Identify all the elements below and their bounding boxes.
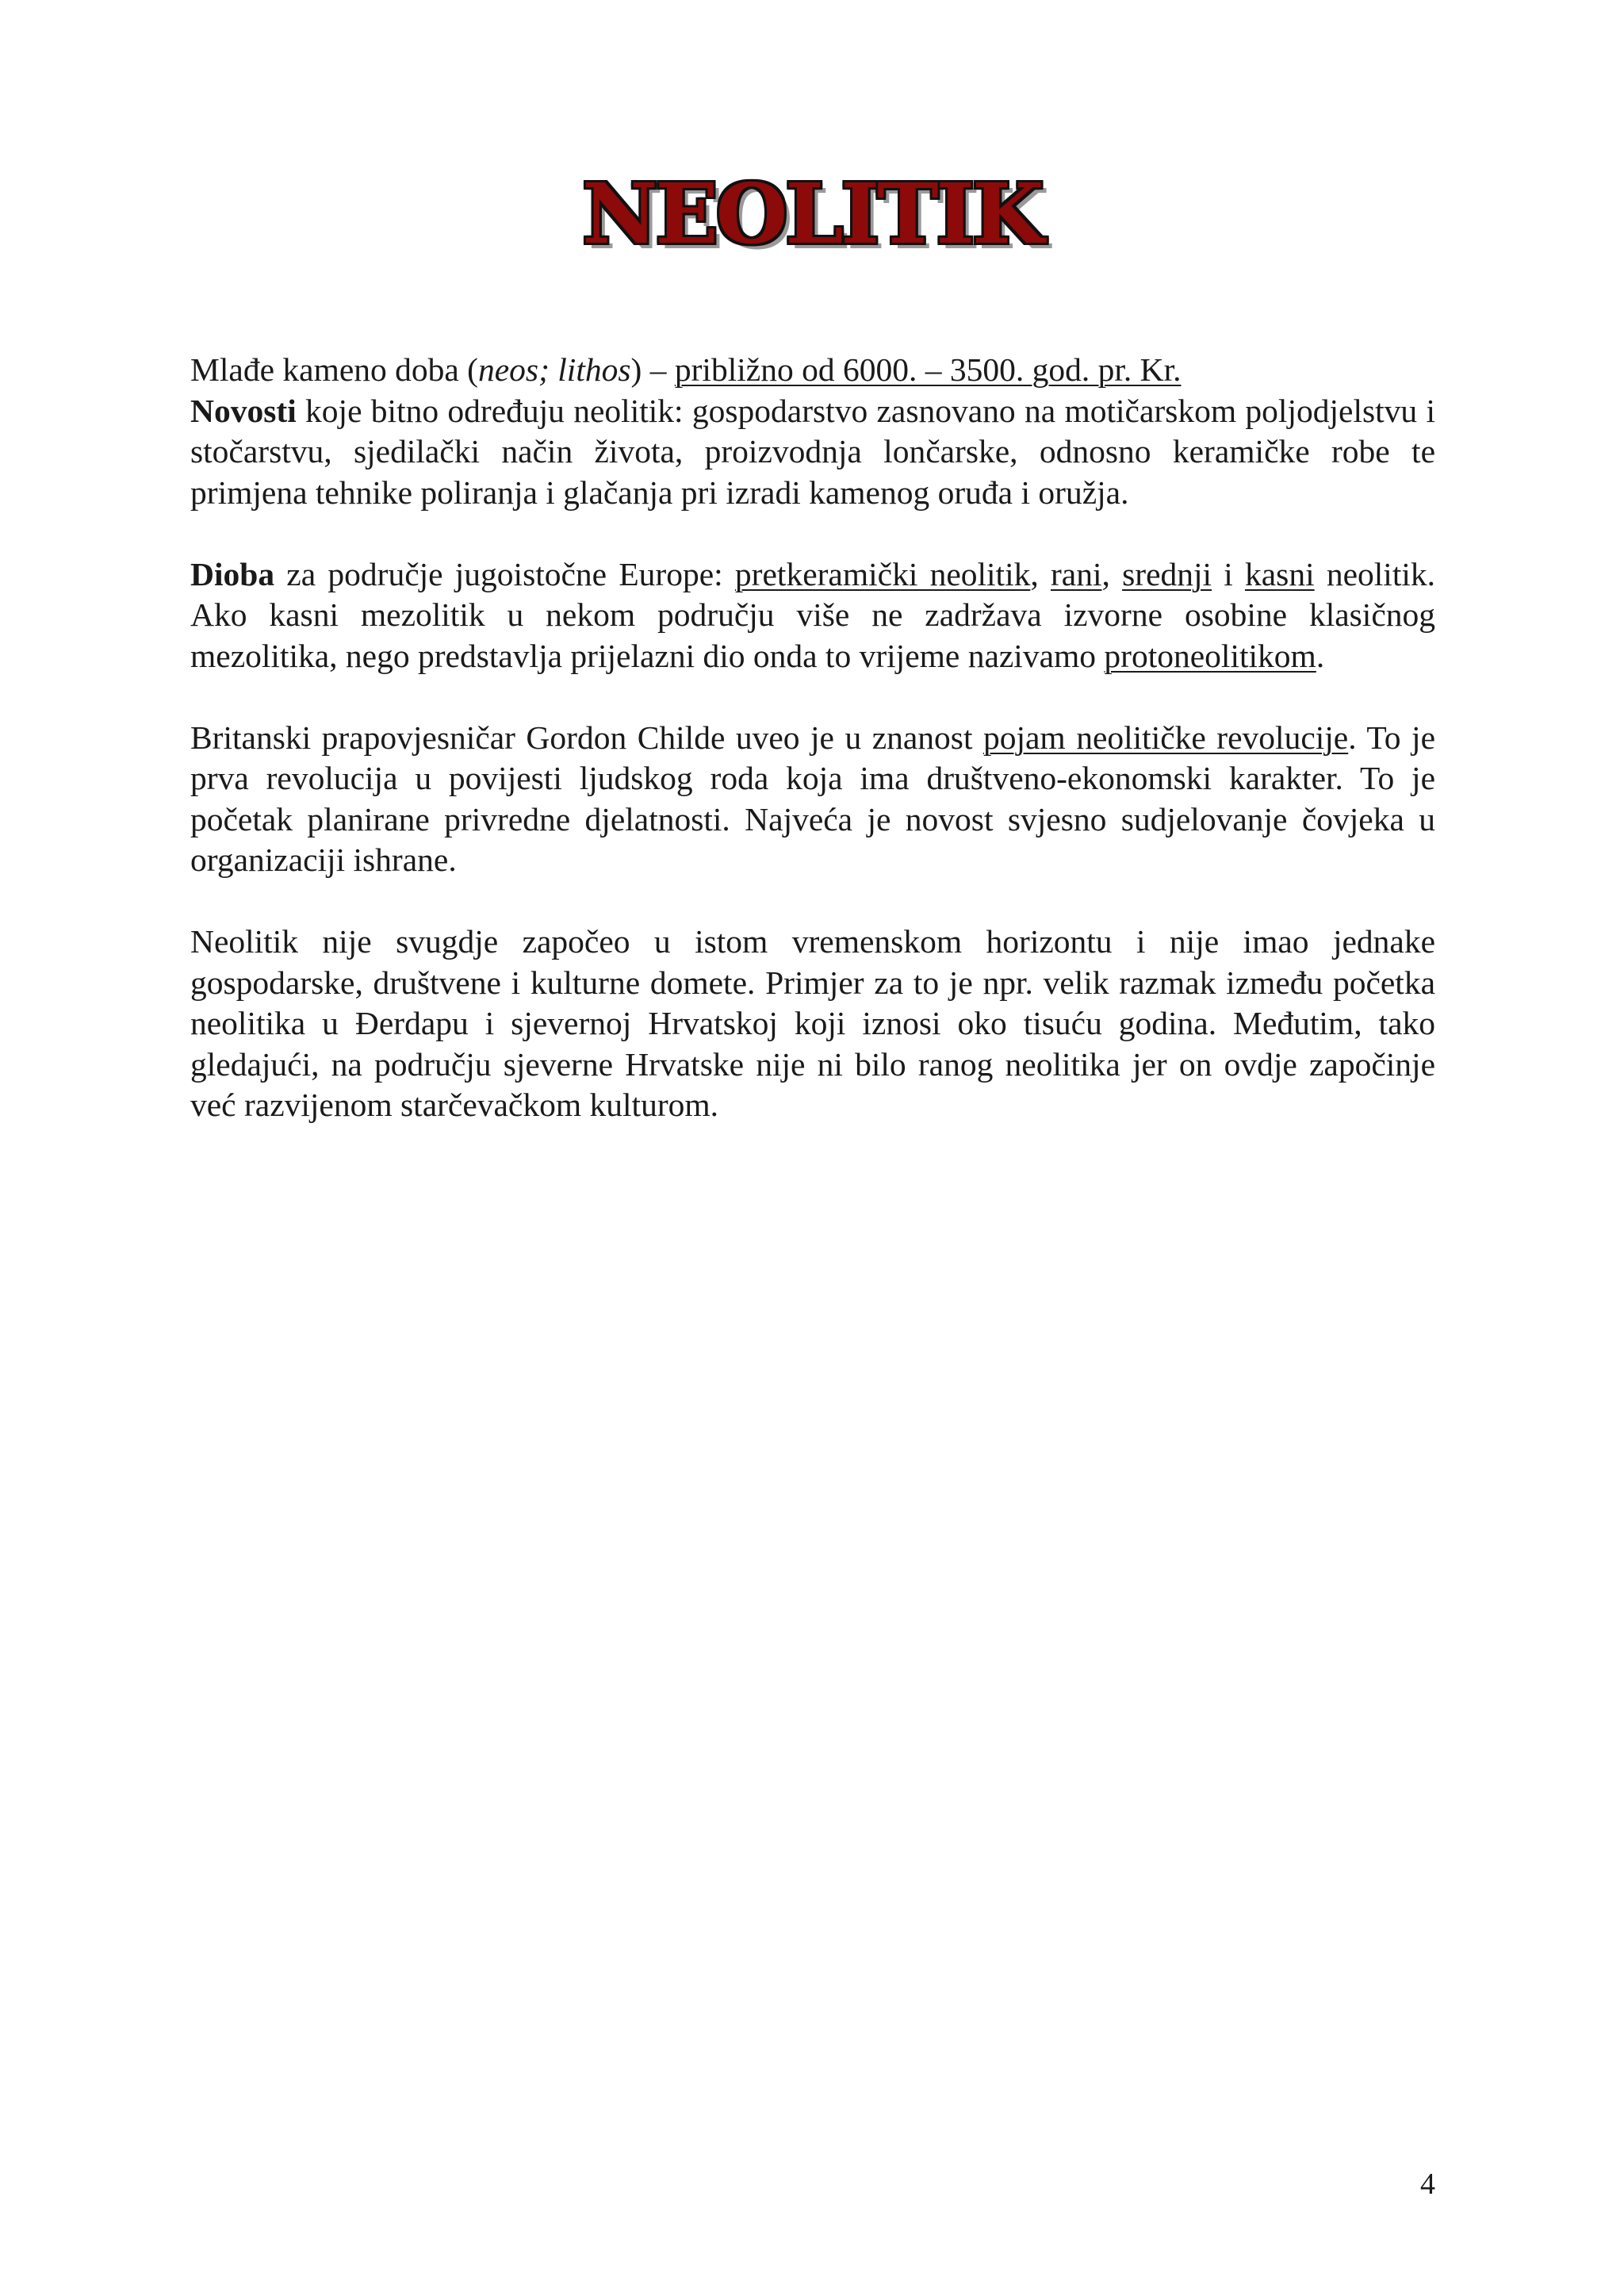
- text-run: ) –: [630, 351, 675, 388]
- italic-term: neos; lithos: [478, 351, 631, 388]
- text-run: .: [1316, 637, 1325, 674]
- paragraph-novosti: [190, 391, 1435, 514]
- document-body: [190, 350, 1435, 1126]
- paragraph-horizont: [190, 922, 1435, 1126]
- text-run: ,: [1030, 555, 1051, 592]
- bold-term-dioba: Dioba: [190, 555, 275, 592]
- text-run: Mlađe kameno doba (: [190, 351, 479, 388]
- page-title: NEOLITIK: [582, 165, 1042, 263]
- text-run: koje bitno određuju neolitik: gospodarstvo zasnovano na motičarskom poljodjelstvu i stočarstvu, sjedilački način života, proizvodnja lončarske, odnosno keramičke robe te primjena tehnike poliranja i glačanja pri izradi kamenog oruđa i oružja.: [190, 392, 1435, 511]
- text-run: i: [1212, 555, 1246, 592]
- page-number: 4: [1420, 2168, 1435, 2201]
- text-run: . To je prva revolucija u povijesti ljudskog roda koja ima društveno-ekonomski karakter. To je početak planirane privredne djelatnosti. Najveća je novost svjesno sudjelovanje čovjeka u organizaciji ishrane.: [190, 719, 1435, 878]
- bold-term-novosti: Novosti: [190, 392, 297, 429]
- paragraph-childe: [190, 718, 1435, 881]
- paragraph-definition: [190, 350, 1435, 391]
- underlined-term: protoneolitikom: [1104, 637, 1316, 674]
- underlined-term: pojam neolitičke revolucije: [982, 719, 1349, 756]
- underlined-term: srednji: [1122, 555, 1212, 592]
- underlined-term: kasni: [1245, 555, 1315, 592]
- paragraph-dioba: [190, 554, 1435, 677]
- underlined-date-range: približno od 6000. – 3500. god. pr. Kr.: [674, 351, 1182, 388]
- text-run: neolitik. Ako kasni mezolitik u nekom području više ne zadržava izvorne osobine klasičnog mezolitika, nego predstavlja prijelazni dio onda to vrijeme nazivamo: [190, 555, 1436, 674]
- text-run: ,: [1101, 555, 1123, 592]
- text-run: za područje jugoistočne Europe:: [274, 555, 735, 592]
- underlined-term: rani: [1050, 555, 1102, 592]
- underlined-term: pretkeramički neolitik: [734, 555, 1031, 592]
- text-run: Neolitik nije svugdje započeo u istom vremenskom horizontu i nije imao jednake gospodarske, društvene i kulturne domete. Primjer za to je npr. velik razmak između početka neolitika u Đerdapu i sjevernoj Hrvatskoj koji iznosi oko tisuću godina. Međutim, tako gledajući, na području sjeverne Hrvatske nije ni bilo ranog neolitika jer on ovdje započinje već razvijenom starčevačkom kulturom.: [190, 923, 1435, 1123]
- text-run: Britanski prapovjesničar Gordon Childe uveo je u znanost: [190, 719, 983, 756]
